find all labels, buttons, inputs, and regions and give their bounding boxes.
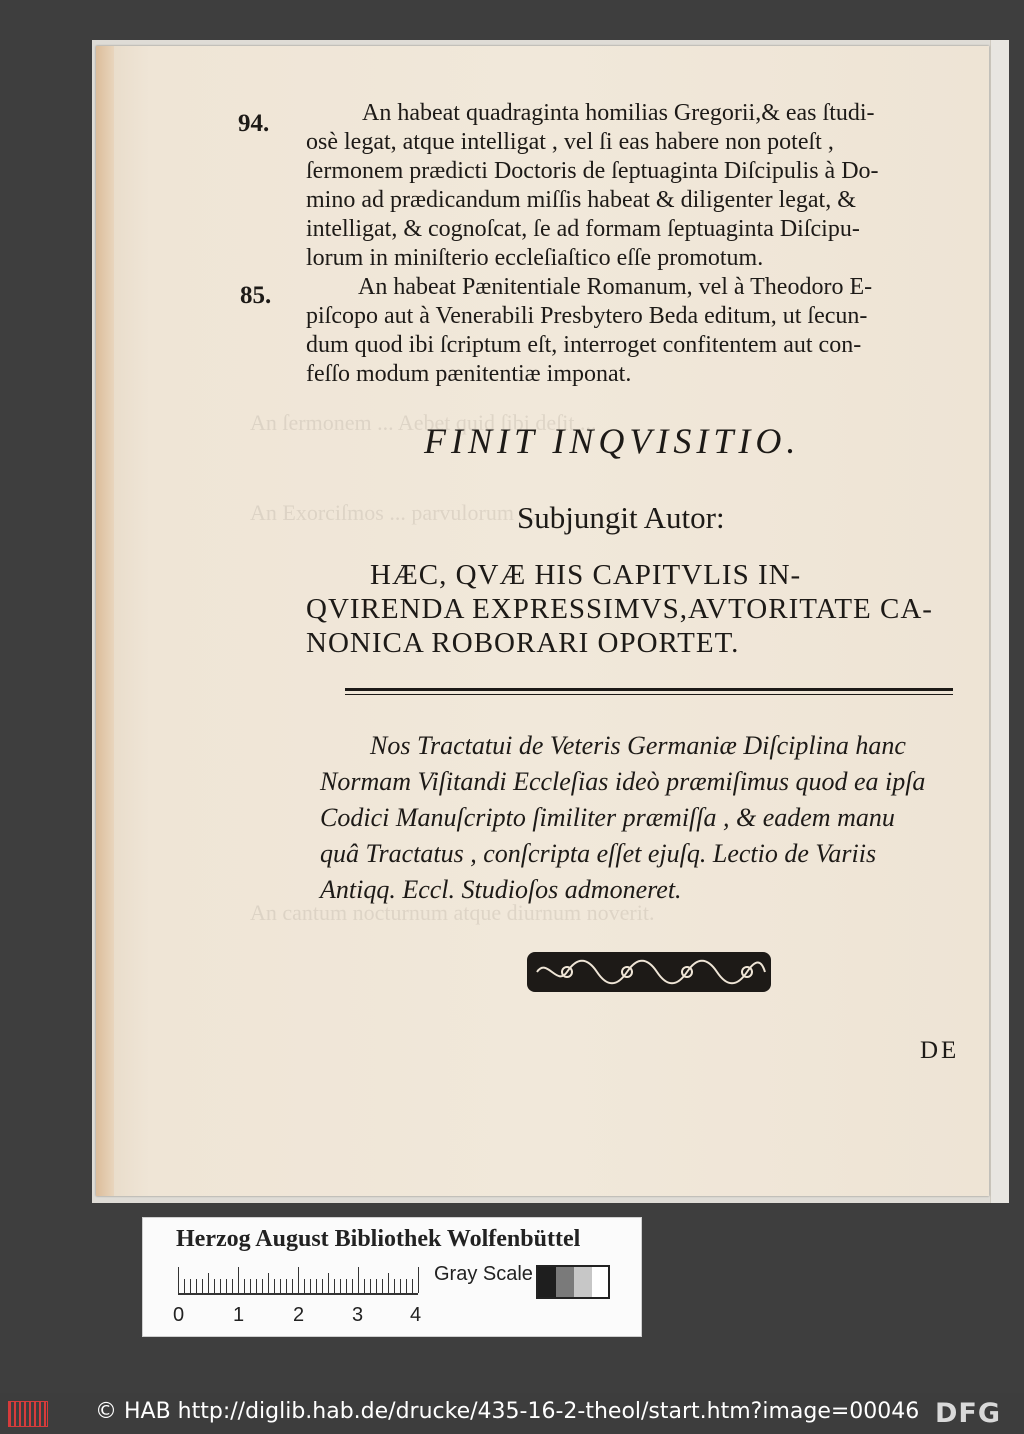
ruler-tick bbox=[328, 1273, 329, 1293]
ruler-tick bbox=[394, 1279, 395, 1293]
ruler-number: 0 bbox=[173, 1304, 185, 1326]
decorative-ornament bbox=[527, 952, 771, 992]
ruler-tick bbox=[388, 1273, 389, 1293]
ruler-tick bbox=[418, 1267, 419, 1293]
caps-line: QVIRENDA EXPRESSIMVS,AVTORITATE CA- bbox=[306, 593, 933, 625]
ruler-tick bbox=[202, 1279, 203, 1293]
ruler-number: 2 bbox=[293, 1304, 305, 1326]
ruler-tick bbox=[358, 1267, 359, 1293]
italic-line: Nos Tractatui de Veteris Germaniæ Diſciplina hanc bbox=[370, 731, 906, 760]
ruler-tick bbox=[370, 1279, 371, 1293]
ruler-tick bbox=[238, 1267, 239, 1293]
ruler-tick bbox=[196, 1279, 197, 1293]
ruler-tick bbox=[256, 1279, 257, 1293]
text-line: An habeat quadraginta homilias Gregorii,& eas ſtudi- bbox=[362, 100, 875, 126]
ruler-tick bbox=[226, 1279, 227, 1293]
adjacent-page-edge bbox=[990, 40, 1009, 1203]
ruler-tick bbox=[364, 1279, 365, 1293]
ruler-tick bbox=[304, 1279, 305, 1293]
ruler-tick bbox=[316, 1279, 317, 1293]
text-line: lorum in miniſterio eccleſiaſtico eſſe promotum. bbox=[306, 245, 764, 271]
show-through-text: An cantum nocturnum atque diurnum noverit. bbox=[250, 900, 655, 925]
ruler-number: 4 bbox=[410, 1304, 422, 1326]
ruler-tick bbox=[352, 1279, 353, 1293]
text-line: osè legat, atque intelligat , vel ſi eas habere non poteſt , bbox=[306, 129, 834, 155]
ruler-tick bbox=[412, 1279, 413, 1293]
show-through-text: An Exorciſmos ... parvulorum ... bbox=[250, 500, 536, 525]
ruler-tick bbox=[274, 1279, 275, 1293]
ruler-tick bbox=[244, 1279, 245, 1293]
italic-line: Normam Viſitandi Eccleſias ideò præmiſimus quod ea ipſa bbox=[320, 767, 926, 796]
barcode-icon[interactable] bbox=[8, 1401, 48, 1427]
ruler-number: 3 bbox=[352, 1304, 364, 1326]
ruler-tick bbox=[268, 1273, 269, 1293]
text-line: An habeat Pænitentiale Romanum, vel à Theodoro E- bbox=[358, 274, 873, 300]
entry-number: 85. bbox=[240, 282, 272, 309]
italic-line: Codici Manuſcripto ſimiliter præmiſſa , & eadem manu bbox=[320, 803, 895, 832]
entry-number: 94. bbox=[238, 110, 270, 137]
caps-line: HÆC, QVÆ HIS CAPITVLIS IN- bbox=[370, 559, 802, 591]
ruler-tick bbox=[406, 1279, 407, 1293]
text-line: dum quod ibi ſcriptum eſt, interroget confitentem aut con- bbox=[306, 332, 862, 358]
ruler-tick bbox=[190, 1279, 191, 1293]
ruler-tick bbox=[214, 1279, 215, 1293]
dfg-logo[interactable]: DFG bbox=[935, 1398, 1002, 1429]
ruler-tick bbox=[262, 1279, 263, 1293]
ruler-tick bbox=[292, 1279, 293, 1293]
subheading: Subjungit Autor: bbox=[517, 500, 725, 535]
text-line: intelligat, & cognoſcat, ſe ad formam ſeptuaginta Diſcipu- bbox=[306, 216, 860, 242]
section-heading: FINIT INQVISITIO. bbox=[424, 421, 801, 461]
ruler-tick bbox=[220, 1279, 221, 1293]
rule-thin bbox=[345, 694, 953, 695]
italic-line: quâ Tractatus , conſcripta eſſet ejuſq. Lectio de Variis bbox=[320, 839, 877, 868]
caps-line: NONICA ROBORARI OPORTET. bbox=[306, 627, 740, 659]
ruler-tick bbox=[334, 1279, 335, 1293]
text-line: piſcopo aut à Venerabili Presbytero Beda editum, ut ſecun- bbox=[306, 303, 868, 329]
ruler-tick bbox=[376, 1279, 377, 1293]
ruler-number: 1 bbox=[233, 1304, 245, 1326]
text-line: mino ad prædicandum miſſis habeat & diligenter legat, & bbox=[306, 187, 856, 213]
ruler-tick bbox=[250, 1279, 251, 1293]
ruler-tick bbox=[208, 1273, 209, 1293]
catchword: DE bbox=[920, 1037, 960, 1064]
gray-scale-frame bbox=[536, 1265, 610, 1299]
ruler-tick bbox=[178, 1267, 179, 1293]
gray-scale-label: Gray Scale bbox=[434, 1263, 533, 1285]
text-line: feſſo modum pænitentiæ imponat. bbox=[306, 361, 632, 387]
ruler-tick bbox=[310, 1279, 311, 1293]
ruler-tick bbox=[340, 1279, 341, 1293]
show-through-text: An ſermonem ... Aebet quid ſibi deſit ... bbox=[250, 410, 597, 435]
ruler-tick bbox=[184, 1279, 185, 1293]
ruler-tick bbox=[346, 1279, 347, 1293]
ruler bbox=[178, 1293, 418, 1295]
ornament-pattern-icon bbox=[527, 952, 771, 992]
page-foxing-edge bbox=[96, 46, 114, 1196]
rule-thick bbox=[345, 688, 953, 691]
ruler-tick bbox=[232, 1279, 233, 1293]
italic-line: Antiqq. Eccl. Studioſos admoneret. bbox=[320, 875, 682, 904]
copyright-url[interactable]: © HAB http://diglib.hab.de/drucke/435-16-2-theol/start.htm?image=00046 bbox=[95, 1399, 920, 1424]
ruler-tick bbox=[400, 1279, 401, 1293]
ruler-tick bbox=[322, 1279, 323, 1293]
text-line: ſermonem prædicti Doctoris de ſeptuaginta Diſcipulis à Do- bbox=[306, 158, 879, 184]
ruler-tick bbox=[382, 1279, 383, 1293]
ruler-tick bbox=[280, 1279, 281, 1293]
library-name: Herzog August Bibliothek Wolfenbüttel bbox=[176, 1226, 581, 1252]
ruler-tick bbox=[286, 1279, 287, 1293]
ruler-tick bbox=[298, 1267, 299, 1293]
